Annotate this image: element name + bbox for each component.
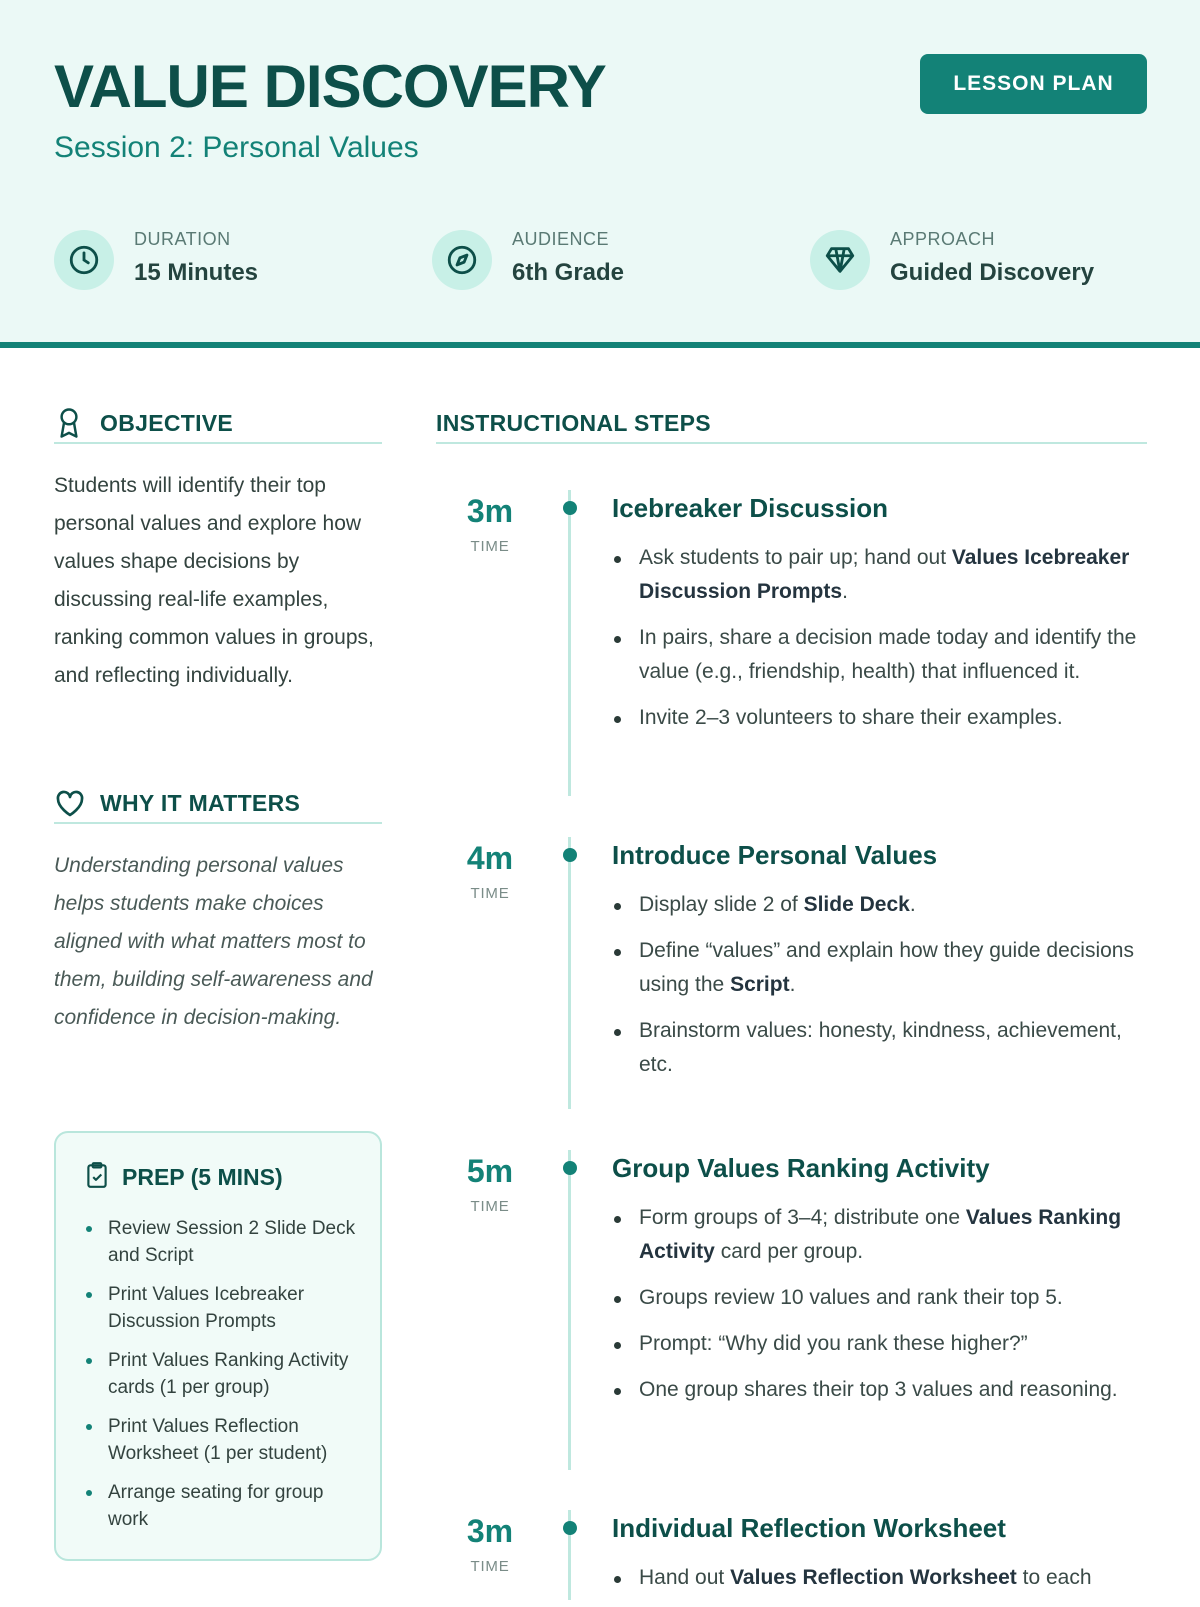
timeline-dot bbox=[563, 848, 577, 862]
meta-value: 6th Grade bbox=[512, 259, 625, 286]
gem-icon bbox=[810, 230, 870, 290]
prep-item: Print Values Icebreaker Discussion Prompts bbox=[84, 1281, 364, 1335]
step-bullet: Prompt: “Why did you rank these higher?” bbox=[612, 1327, 1152, 1361]
why-heading bbox=[54, 784, 382, 824]
step-bullets bbox=[612, 888, 1152, 1094]
prep-item: Arrange seating for group work bbox=[84, 1479, 364, 1533]
meta-label: DURATION bbox=[134, 229, 231, 249]
prep-item: Review Session 2 Slide Deck and Script bbox=[84, 1215, 364, 1269]
header-banner bbox=[0, 0, 1200, 348]
meta-label: AUDIENCE bbox=[512, 229, 610, 249]
timeline-dot bbox=[563, 1161, 577, 1175]
timeline-line bbox=[568, 490, 571, 796]
bold-text: Values Icebreaker Discussion Prompts bbox=[639, 546, 1130, 603]
steps-title: INSTRUCTIONAL STEPS bbox=[436, 409, 711, 436]
bold-text: Script bbox=[730, 973, 790, 996]
award-icon bbox=[54, 406, 88, 440]
timeline-line bbox=[568, 1150, 571, 1470]
steps-heading bbox=[436, 404, 1147, 444]
page-subtitle: Session 2: Personal Values bbox=[54, 131, 419, 164]
timeline-line bbox=[568, 837, 571, 1109]
bold-text: Values Reflection Worksheet bbox=[730, 1566, 1017, 1589]
why-title: WHY IT MATTERS bbox=[100, 789, 301, 816]
clipboard-check-icon bbox=[84, 1161, 110, 1194]
why-text: Understanding personal values helps students make choices aligned with what matters most to them, building self-awareness and confidence in decision-making. bbox=[54, 854, 373, 1029]
step-bullet: Form groups of 3–4; distribute one Values Ranking Activity card per group. bbox=[612, 1201, 1152, 1269]
step-title: Icebreaker Discussion bbox=[612, 493, 889, 523]
bold-text: Slide Deck bbox=[803, 893, 910, 916]
step-time-label: TIME bbox=[470, 1198, 510, 1215]
prep-box bbox=[54, 1131, 382, 1561]
step-bullet: Display slide 2 of Slide Deck. bbox=[612, 888, 1152, 922]
meta-audience bbox=[432, 228, 792, 292]
step-bullet: Brainstorm values: honesty, kindness, achievement, etc. bbox=[612, 1014, 1152, 1082]
timeline-dot bbox=[563, 1521, 577, 1535]
heart-icon bbox=[54, 786, 88, 820]
step-bullets bbox=[612, 1201, 1152, 1419]
step-bullet: Invite 2–3 volunteers to share their examples. bbox=[612, 701, 1152, 735]
objective-heading bbox=[54, 404, 382, 444]
step-title: Group Values Ranking Activity bbox=[612, 1153, 990, 1183]
prep-item: Print Values Ranking Activity cards (1 per group) bbox=[84, 1347, 364, 1401]
step-bullet: In pairs, share a decision made today and identify the value (e.g., friendship, health) that influenced it. bbox=[612, 621, 1152, 689]
lesson-plan-badge: LESSON PLAN bbox=[920, 54, 1147, 114]
objective-title: OBJECTIVE bbox=[100, 409, 234, 436]
timeline-dot bbox=[563, 501, 577, 515]
meta-value: 15 Minutes bbox=[134, 259, 259, 286]
meta-label: APPROACH bbox=[890, 229, 996, 249]
step-time: 4m bbox=[466, 840, 514, 876]
compass-icon bbox=[432, 230, 492, 290]
step-bullet: Groups review 10 values and rank their top 5. bbox=[612, 1281, 1152, 1315]
step-bullets bbox=[612, 541, 1152, 747]
objective-text: Students will identify their top personal values and explore how values shape decisions by discussing real-life examples, ranking common values in groups, and reflecting individually. bbox=[54, 474, 374, 687]
prep-heading bbox=[84, 1161, 283, 1194]
clock-icon bbox=[54, 230, 114, 290]
step-time-label: TIME bbox=[470, 538, 510, 555]
step-bullet: Hand out Values Reflection Worksheet to each bbox=[612, 1561, 1152, 1595]
step-time: 5m bbox=[466, 1153, 514, 1189]
bold-text: Values Ranking Activity bbox=[639, 1206, 1122, 1263]
step-time: 3m bbox=[466, 1513, 514, 1549]
step-time-label: TIME bbox=[470, 1558, 510, 1575]
prep-list bbox=[84, 1215, 364, 1545]
page-title: VALUE DISCOVERY bbox=[54, 53, 606, 120]
meta-duration bbox=[54, 228, 414, 292]
step-bullet: Define “values” and explain how they guide decisions using the Script. bbox=[612, 934, 1152, 1002]
prep-title: PREP (5 MINS) bbox=[122, 1164, 283, 1190]
step-title: Introduce Personal Values bbox=[612, 840, 938, 870]
meta-approach bbox=[810, 228, 1170, 292]
prep-item: Print Values Reflection Worksheet (1 per student) bbox=[84, 1413, 364, 1467]
step-time-label: TIME bbox=[470, 885, 510, 902]
step-bullet: One group shares their top 3 values and reasoning. bbox=[612, 1373, 1152, 1407]
step-bullet: Ask students to pair up; hand out Values Icebreaker Discussion Prompts. bbox=[612, 541, 1152, 609]
step-bullets bbox=[612, 1561, 1152, 1607]
step-title: Individual Reflection Worksheet bbox=[612, 1513, 1006, 1543]
meta-value: Guided Discovery bbox=[890, 259, 1095, 286]
step-time: 3m bbox=[466, 493, 514, 529]
